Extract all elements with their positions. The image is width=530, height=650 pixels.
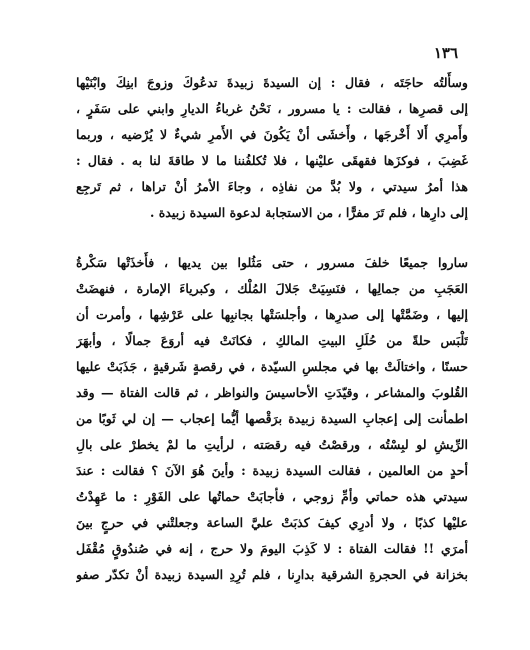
text-line: وسأَلتُه حاجَتَه ، فقال : إن السيدةَ زبيدةَ تدعُوكَ وزوجَ ابنِكَ وابْنَيْها (76, 75, 468, 90)
text-line: الرِّيشِ لو لبِسْتُه ، ورقصْتُ فيه رقصَته ، لرأيتِ ما لمْ يخطرْ على بالِ (76, 437, 468, 452)
text-line: تَلْبَس حلةً من حُلَلِ البيتِ المالكِ ، فكانَتْ فيه أروَعَ جمالًا ، وأبهَرَ (76, 333, 468, 348)
text-line: هذا أمرُ سيدتي ، ولا بُدَّ من نفاذِه ، وجاءَ الأمرُ أنْ تراها ، ثم تَرجِع (76, 179, 468, 194)
text-line: العَجَبِ من جمالِها ، فنَسِيَتْ جَلالَ المُلْك ، وكبرياءَ الإمارة ، فنهضَتْ (76, 281, 468, 296)
text-line: وأَمرِي أَلا أَخْرجَها ، وأَخشَى أنْ يَكُونَ في الأَمرِ شيءٌ لا يُرْضيه ، وربما (76, 127, 468, 142)
paragraph-1 (76, 70, 468, 226)
page-number: ١٣٦ (433, 44, 458, 62)
text-line: بخزانة في الحجرةِ الشرقية بدارِنا ، فلم تُرِدِ السيدة زبيدة أنْ تكدّر صفو (76, 567, 468, 582)
text-line: عليْها كذبًا ، ولا أدرِي كيفَ كذبَتْ عليَّ الساعة وجعلتْني في حرجٍ بينَ (76, 515, 468, 530)
text-line: أمرَي !! فقالت الفتاة : لا كَذِبَ اليومَ ولا حرج ، إنه في صُندُوقٍ مُقْفَل (76, 541, 468, 556)
text-line: إلى دارِها ، فلم تَرَ مفرًّا ، من الاستجابة لدعوة السيدة زبيدة . (149, 205, 468, 220)
text-line: سيدتي هذه حماتي وأمِّ زوجي ، فأجابَتْ حماتُها على الفَوْرِ : ما عَهِدْتُ (76, 489, 468, 504)
text-line: إليها ، وضَمَّتْها إلى صدرِها ، وأجلسَتْها بجانبِها على عَرْشِها ، وأمرت أن (76, 307, 468, 322)
text-line: القُلوبَ والمشاعر ، وقيّدَتِ الأحاسيسَ والنواظر ، ثم قالت الفتاة — وقد (76, 385, 468, 400)
text-line: حسنًا ، واختالَتْ بها في مجلسِ السيّدة ، في رقصةٍ شَرقيةٍ ، جَذَبَتْ عليها (76, 359, 468, 374)
text-line: إلى قصرِها ، فقالت : يا مسرور ، نَحْنُ غرباءُ الديارِ وابني على سَفَرٍ ، (76, 101, 468, 116)
text-line: اطمأنت إلى إعجابِ السيدة زبيدة برَقْصها أيُّما إعجاب — إن لي ثَوبًا من (76, 411, 468, 426)
text-line: غَضِبَ ، فوكزَها فقهقَى عليْنها ، فلا تُكلفُننا ما لا طاقةَ لنا به . فقال : (76, 153, 468, 168)
paragraph-2 (76, 250, 468, 588)
text-line: أحدٍ من العالمين ، فقالت السيدة زبيدة : وأينَ هُوَ الآنَ ؟ فقالت : عندَ (76, 463, 468, 478)
text-line: ساروا جميعًا خلفَ مسرور ، حتى مَثُلوا بين يديها ، فأَخذَتْها سَكْرةُ (76, 255, 468, 270)
